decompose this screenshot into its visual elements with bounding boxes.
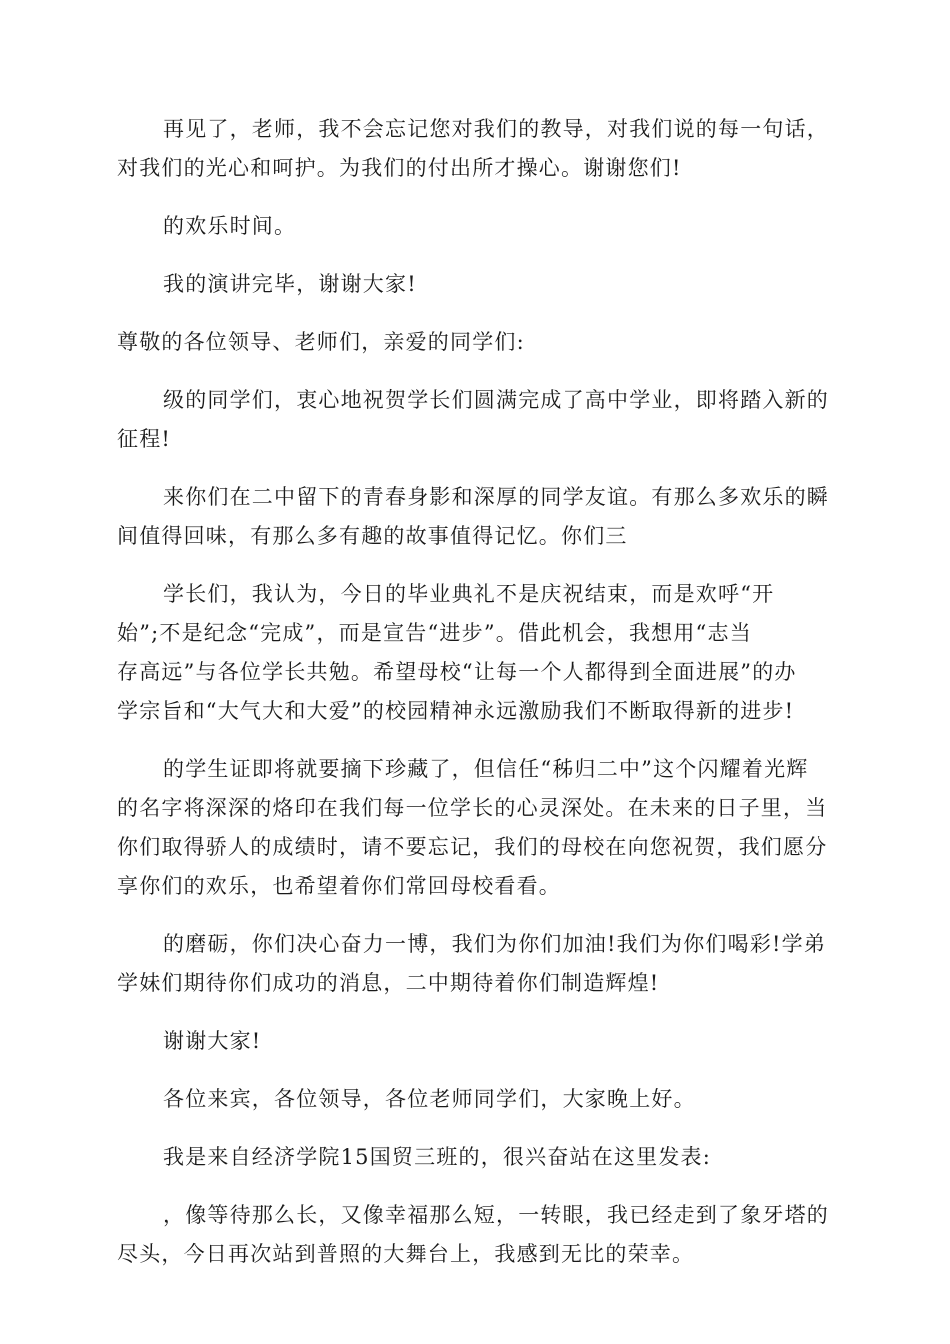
paragraph-greeting [117,1080,835,1119]
text-line: 学妹们期待你们成功的消息，二中期待着你们制造辉煌! [117,971,660,995]
text-line: 间值得回味，有那么多有趣的故事值得记忆。你们三 [117,524,628,548]
paragraph-cheers [117,925,835,1003]
paragraph-school-name [117,750,835,906]
text-line: 级的同学们，衷心地祝贺学长们圆满完成了高中学业，即将踏入新的 [163,388,829,412]
text-line: 你们取得骄人的成绩时，请不要忘记，我们的母校在向您祝贺，我们愿分 [117,835,828,859]
text-line: 再见了，老师，我不会忘记您对我们的教导，对我们说的每一句话， [163,117,829,141]
paragraph-memories [117,478,835,556]
text-line: 尽头，今日再次站到普照的大舞台上，我感到无比的荣幸。 [117,1242,695,1266]
paragraph-happy-time [117,207,835,246]
paragraph-congratulations [117,381,835,459]
paragraph-graduation-beginning [117,575,835,731]
text-line: 享你们的欢乐，也希望着你们常回母校看看。 [117,874,561,898]
text-line: 的学生证即将就要摘下珍藏了，但信任“秭归二中”这个闪耀着光辉 [163,757,809,781]
text-line: 来你们在二中留下的青春身影和深厚的同学友谊。有那么多欢乐的瞬 [163,485,829,509]
text-line: 我的演讲完毕，谢谢大家! [163,272,417,296]
paragraph-speech-end [117,265,835,304]
text-line: 尊敬的各位领导、老师们，亲爱的同学们: [117,330,525,354]
text-line: ，像等待那么长，又像幸福那么短，一转眼，我已经走到了象牙塔的 [163,1203,829,1227]
text-line: 存高远”与各位学长共勉。希望母校“让每一个人都得到全面进展”的办 [117,660,797,684]
text-line: 学宗旨和“大气大和大爱”的校园精神永远激励我们不断取得新的进步! [117,699,795,723]
paragraph-thanks [117,1022,835,1061]
document-page [117,110,835,1293]
paragraph-salutation [117,323,835,362]
paragraph-introduction [117,1138,835,1177]
paragraph-farewell-teacher [117,110,835,188]
paragraph-ivory-tower [117,1196,835,1274]
text-line: 征程! [117,427,172,451]
text-line: 学长们，我认为，今日的毕业典礼不是庆祝结束，而是欢呼“开 [163,582,775,606]
text-line: 我是来自经济学院15国贸三班的，很兴奋站在这里发表: [163,1145,711,1169]
text-line: 对我们的光心和呵护。为我们的付出所才操心。谢谢您们! [117,156,682,180]
text-line: 谢谢大家! [163,1029,262,1053]
text-line: 的欢乐时间。 [163,214,297,238]
text-line: 始”;不是纪念“完成”，而是宣告“进步”。借此机会，我想用“志当 [117,621,752,645]
text-line: 的名字将深深的烙印在我们每一位学长的心灵深处。在未来的日子里，当 [117,796,828,820]
text-line: 的磨砺，你们决心奋力一博，我们为你们加油!我们为你们喝彩!学弟 [163,932,827,956]
text-line: 各位来宾，各位领导，各位老师同学们，大家晚上好。 [163,1087,696,1111]
